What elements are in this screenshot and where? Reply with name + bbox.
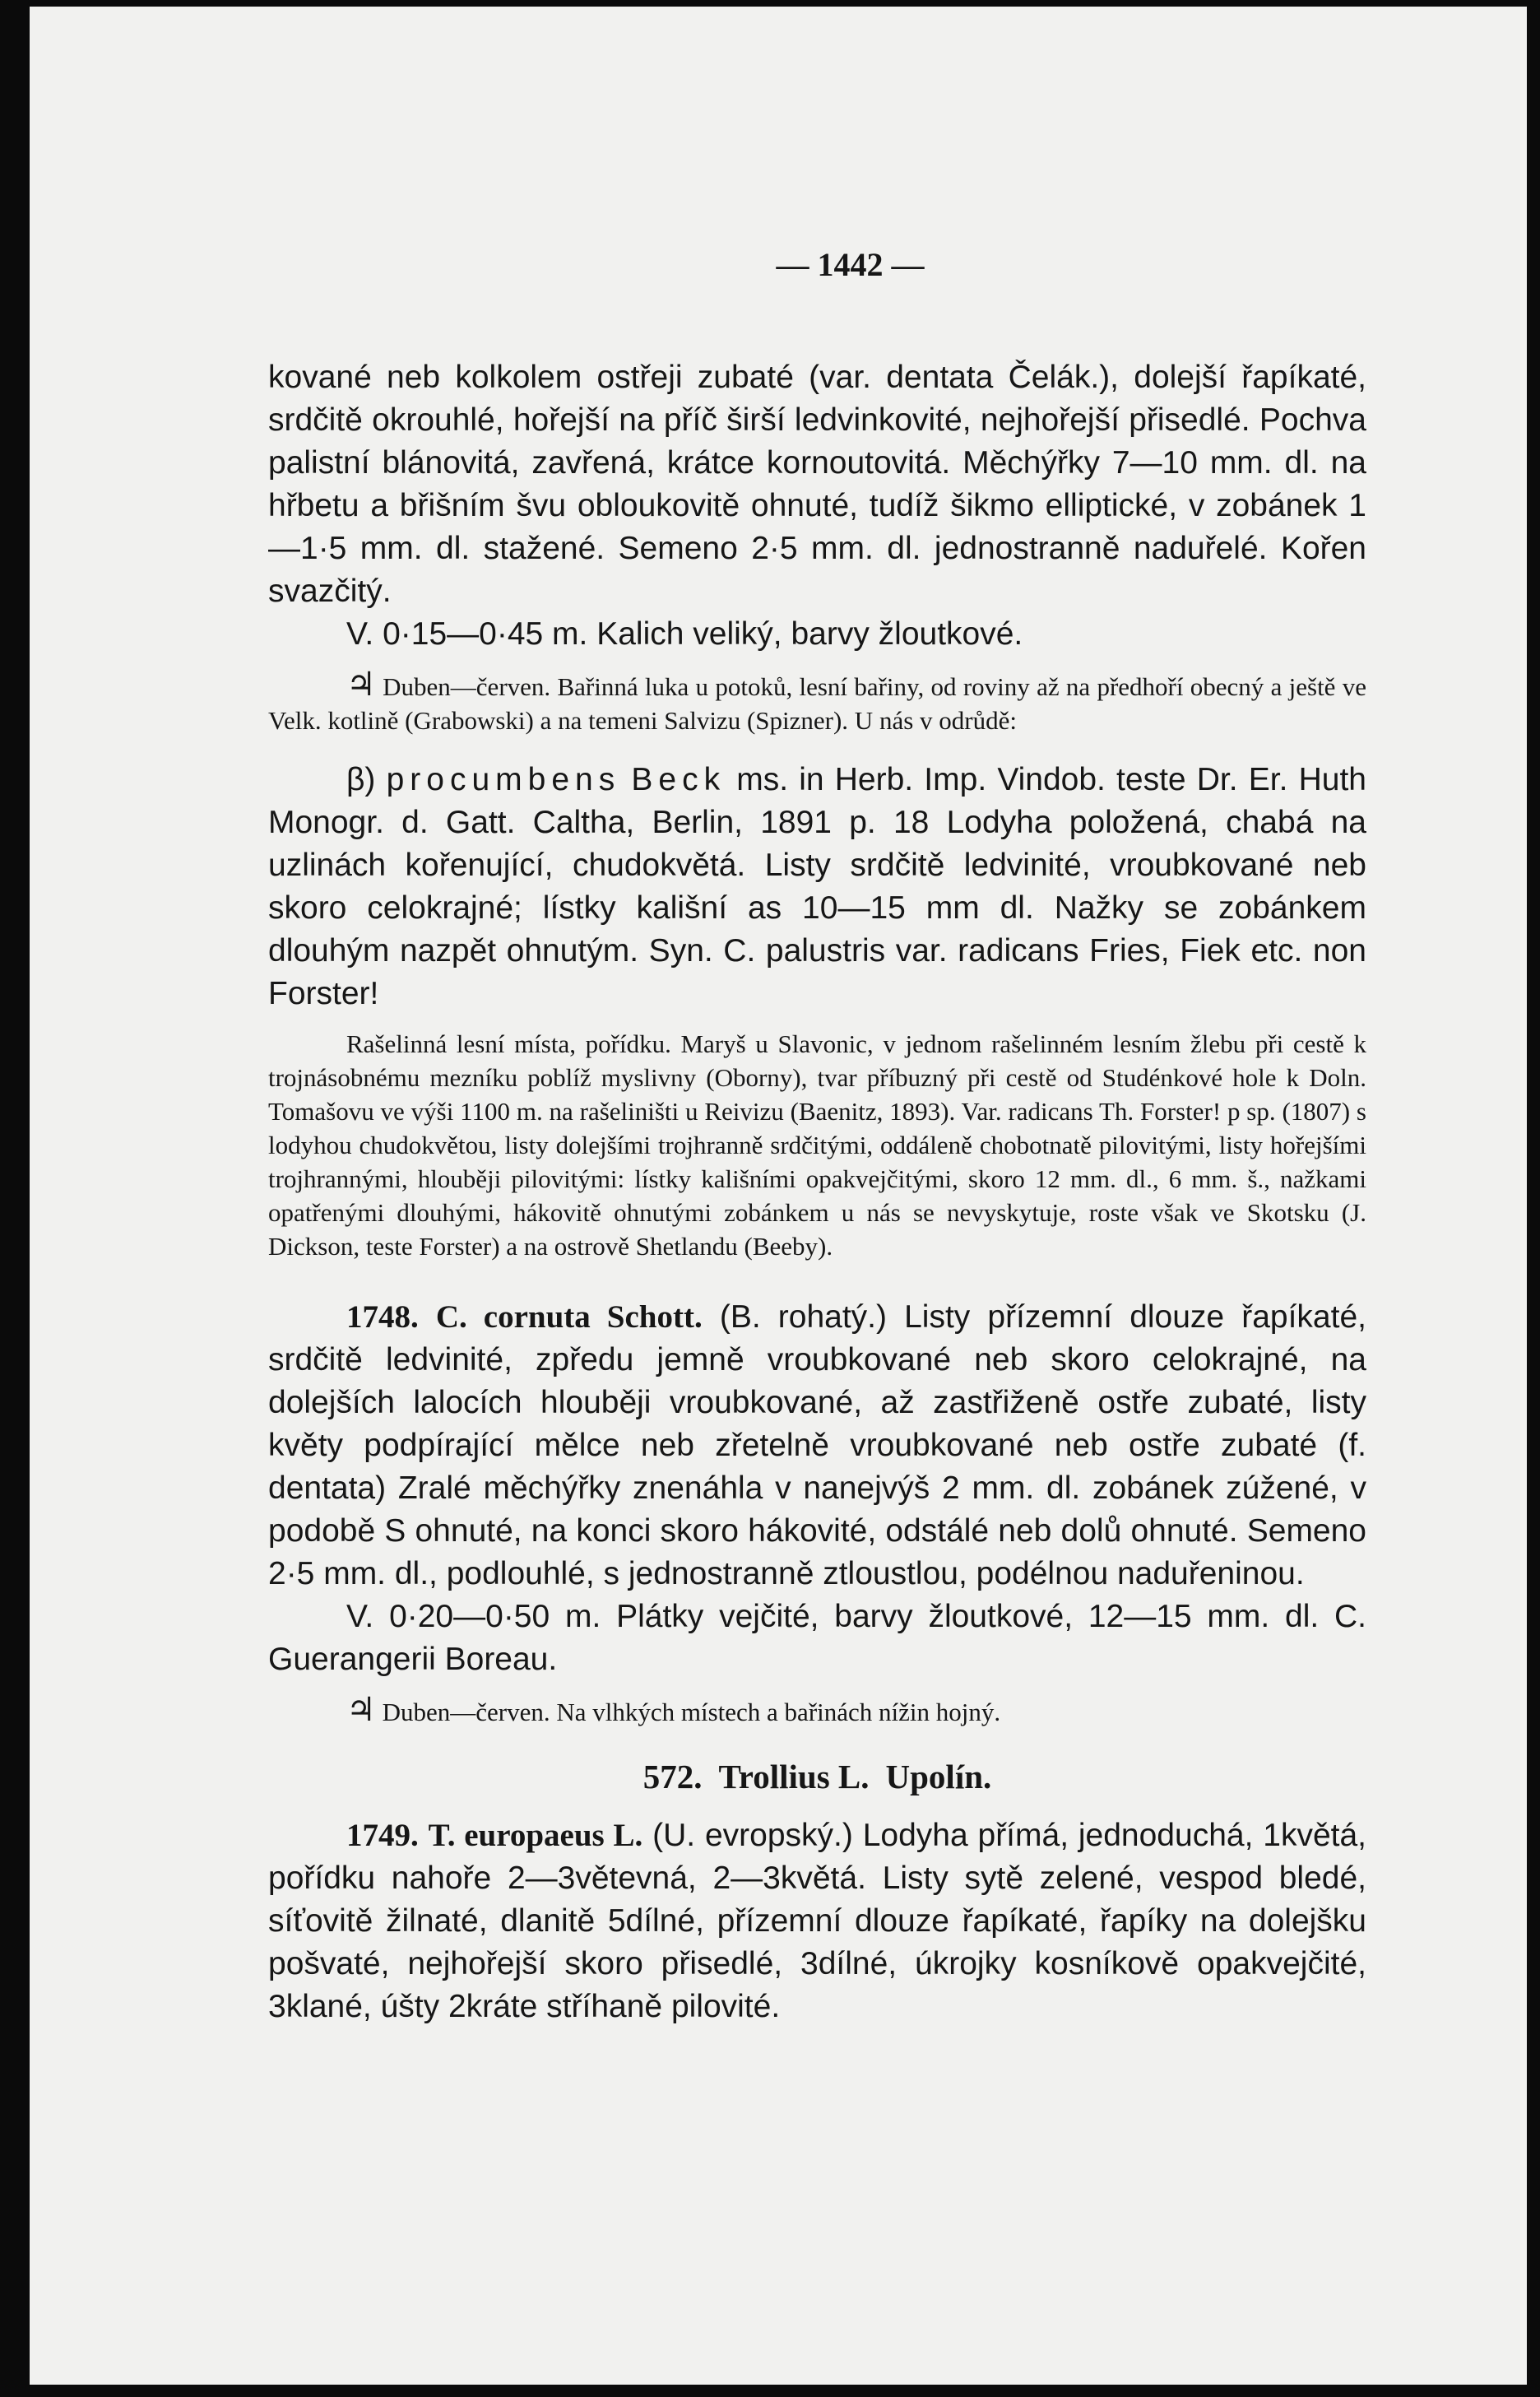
caltha-habitat-text: Duben—červen. Bařinná luka u potoků, lesní bařiny, od roviny až na předhoří obecný a ještě ve Velk. kotlině (Grabowski) a na temeni Salvizu (Spizner). U nás v odrůdě: — [268, 672, 1366, 735]
variety-description: ms. in Herb. Imp. Vindob. teste Dr. Er. Huth Monogr. d. Gatt. Caltha, Berlin, 1891 p. 18 Lodyha položená, chabá na uzlinách kořenující, chudokvětá. Listy srdčitě ledvinité, vroubkované neb skoro celokrajné; lístky kališní as 10—15 mm dl. Nažky se zobánkem dlouhým nazpět ohnutým. Syn. C. palustris var. radicans Fries, Fiek etc. non Forster! — [268, 762, 1366, 1011]
species-1749-number: 1749. — [346, 1818, 419, 1853]
species-1748 — [268, 1296, 1366, 1596]
perennial-symbol-2: ♃ — [346, 1691, 376, 1728]
perennial-symbol: ♃ — [346, 666, 376, 703]
variety-name: procumbens — [386, 762, 621, 797]
variety-locality: Rašelinná lesní místa, pořídku. Maryš u Slavonic, v jednom rašelinném lesním žlebu při cestě k trojnásobnému mezníku poblíž myslivny (Oborny), tvar příbuzný při cestě od Studénkové hole k Doln. Tomašovu ve výši 1100 m. na rašeliništi u Reivizu (Baenitz, 1893). Var. radicans Th. Forster! p sp. (1807) s lodyhou chudokvětou, listy dolejšími trojhranně srdčitými, oddáleně chobotnatě pilovitými, listy hořejšími trojhrannými, hlouběji pilovitými: lístky kališními opakvejčitými, skoro 12 mm. dl., 6 mm. š., nažkami opatřenými dlouhými, hákovitě ohnutými zobánkem u nás se nevyskytuje, roste však ve Skotsku (J. Dickson, teste Forster) a na ostrově Shetlandu (Beeby). — [268, 1029, 1366, 1261]
species-1748-number: 1748. — [346, 1299, 419, 1335]
genus-number: 572. — [642, 1758, 703, 1795]
species-1748-habitat — [268, 1693, 1366, 1729]
genus-name: Trollius L. — [718, 1758, 870, 1795]
species-1748-size: V. 0·20—0·50 m. Plátky vejčité, barvy žloutkové, 12—15 mm. dl. C. Guerangerii Boreau. — [268, 1599, 1366, 1677]
species-1748-description: (B. rohatý.) Listy přízemní dlouze řapíkaté, srdčitě ledvinité, zpředu jemně vroubkované neb skoro celokrajné, na dolejších lalocích hlouběji vroubkované, až zastřiženě ostře zubaté, listy květy podpírající mělce neb zřetelně vroubkované neb ostře zubaté (f. dentata) Zralé měchýřky znenáhla v nanejvýš 2 mm. dl. zobánek zúžené, v podobě S ohnuté, na konci skoro hákovité, odstálé neb dolů ohnuté. Semeno 2·5 mm. dl., podlouhlé, s jednostranně ztloustlou, podélnou naduřeninou. — [268, 1299, 1366, 1591]
caltha-size-note: V. 0·15—0·45 m. Kalich veliký, barvy žloutkové. — [346, 616, 1023, 652]
species-1748-name: C. cornuta Schott. — [435, 1299, 703, 1335]
caltha-description-continued: kované neb kolkolem ostřeji zubaté (var. dentata Čelák.), dolejší řapíkaté, srdčitě okrouhlé, hořejší na příč širší ledvinkovité, nejhořejší přisedlé. Pochva palistní blánovitá, zavřená, krátce kornoutovitá. Měchýřky 7—10 mm. dl. na hřbetu a břišním švu obloukovitě ohnuté, tudíž šikmo elliptické, v zobánek 1—1·5 mm. dl. stažené. Semeno 2·5 mm. dl. jednostranně naduřelé. Kořen svazčitý. — [268, 360, 1366, 609]
book-page — [30, 7, 1527, 2385]
caltha-habitat — [268, 667, 1366, 737]
variety-letter: β) — [346, 762, 376, 797]
genus-czech-name: Upolín. — [885, 1758, 992, 1795]
species-1748-habitat-text: Duben—červen. Na vlhkých místech a bařinách nížin hojný. — [382, 1698, 1001, 1726]
variety-procumbens — [268, 759, 1366, 1015]
variety-author: Beck — [631, 762, 726, 797]
genus-heading — [268, 1757, 1366, 1796]
species-1749-description: (U. evropský.) Lodyha přímá, jednoduchá, 1květá, pořídku nahoře 2—3větevná, 2—3květá. Listy sytě zelené, vespod bledé, síťovitě žilnaté, dlanitě 5dílné, přízemní dlouze řapíkaté, řapíky na dolejšku pošvaté, nejhořejší skoro přisedlé, 3dílné, úkrojky kosníkově opakvejčité, 3klané, úšty 2kráte stříhaně pilovité. — [268, 1818, 1367, 2024]
species-1749 — [268, 1814, 1366, 2028]
page-content — [268, 245, 1366, 2028]
page-number: — 1442 — — [776, 246, 925, 283]
species-1749-name: T. europaeus L. — [428, 1818, 643, 1853]
